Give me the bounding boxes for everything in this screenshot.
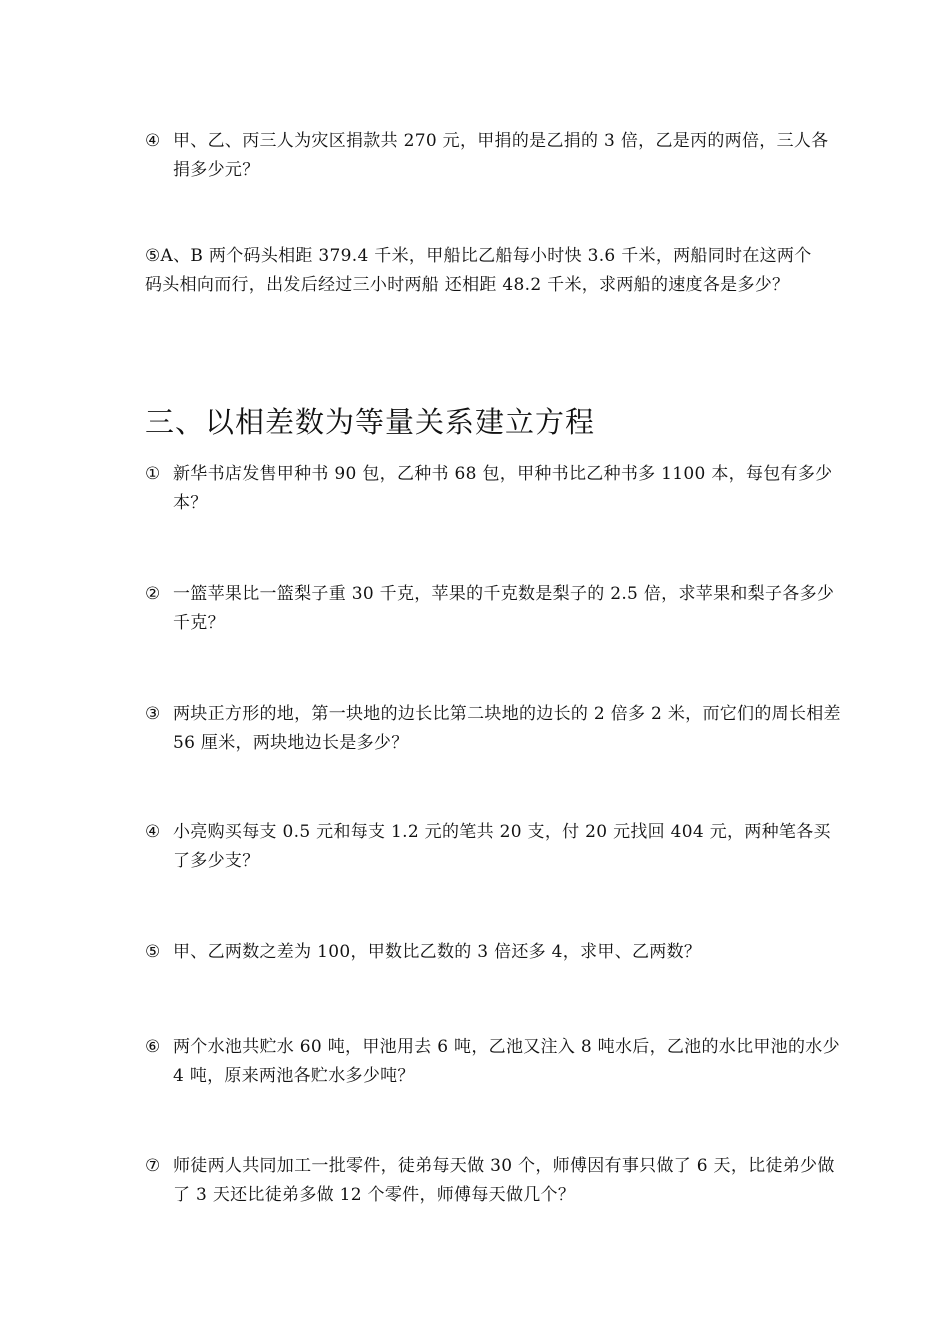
question-3-2 [145, 580, 843, 638]
question-text: 小亮购买每支 0.5 元和每支 1.2 元的笔共 20 支，付 20 元找回 404 元，两种笔各买了多少支？ [173, 822, 831, 871]
question-2-4 [145, 127, 843, 185]
question-number: ② [145, 584, 161, 604]
question-text: 甲、乙、丙三人为灾区捐款共 270 元，甲捐的是乙捐的 3 倍，乙是丙的两倍，三人各捐多少元？ [173, 131, 829, 180]
question-number: ④ [145, 131, 161, 151]
question-3-5 [145, 938, 843, 967]
question-number: ④ [145, 822, 161, 842]
question-number: ③ [145, 704, 161, 724]
question-text: 师徒两人共同加工一批零件，徒弟每天做 30 个，师傅因有事只做了 6 天，比徒弟少做了 3 天还比徒弟多做 12 个零件，师傅每天做几个？ [173, 1156, 835, 1205]
question-number: ⑤ [145, 246, 161, 266]
question-number: ① [145, 464, 161, 484]
question-number: ⑥ [145, 1037, 161, 1057]
question-3-6 [145, 1033, 843, 1091]
question-text: 两个水池共贮水 60 吨，甲池用去 6 吨，乙池又注入 8 吨水后，乙池的水比甲池的水少 4 吨，原来两池各贮水多少吨？ [173, 1037, 840, 1086]
question-text: A、B 两个码头相距 379.4 千米，甲船比乙船每小时快 3.6 千米，两船同时在这两个码头相向而行，出发后经过三小时两船 还相距 48.2 千米，求两船的速度各是多少？ [145, 246, 812, 295]
section-heading: 三、以相差数为等量关系建立方程 [145, 405, 596, 439]
question-text: 两块正方形的地，第一块地的边长比第二块地的边长的 2 倍多 2 米，而它们的周长相差 56 厘米，两块地边长是多少？ [173, 704, 841, 753]
question-text: 一篮苹果比一篮梨子重 30 千克，苹果的千克数是梨子的 2.5 倍，求苹果和梨子各多少千克？ [173, 584, 835, 633]
question-2-5 [145, 242, 815, 300]
question-number: ⑤ [145, 942, 161, 962]
question-text: 新华书店发售甲种书 90 包，乙种书 68 包，甲种书比乙种书多 1100 本，每包有多少本？ [173, 464, 833, 513]
question-text: 甲、乙两数之差为 100，甲数比乙数的 3 倍还多 4，求甲、乙两数？ [173, 942, 702, 962]
question-3-4 [145, 818, 843, 876]
question-3-7 [145, 1152, 843, 1210]
question-3-1 [145, 460, 843, 518]
question-3-3 [145, 700, 843, 758]
question-number: ⑦ [145, 1156, 161, 1176]
